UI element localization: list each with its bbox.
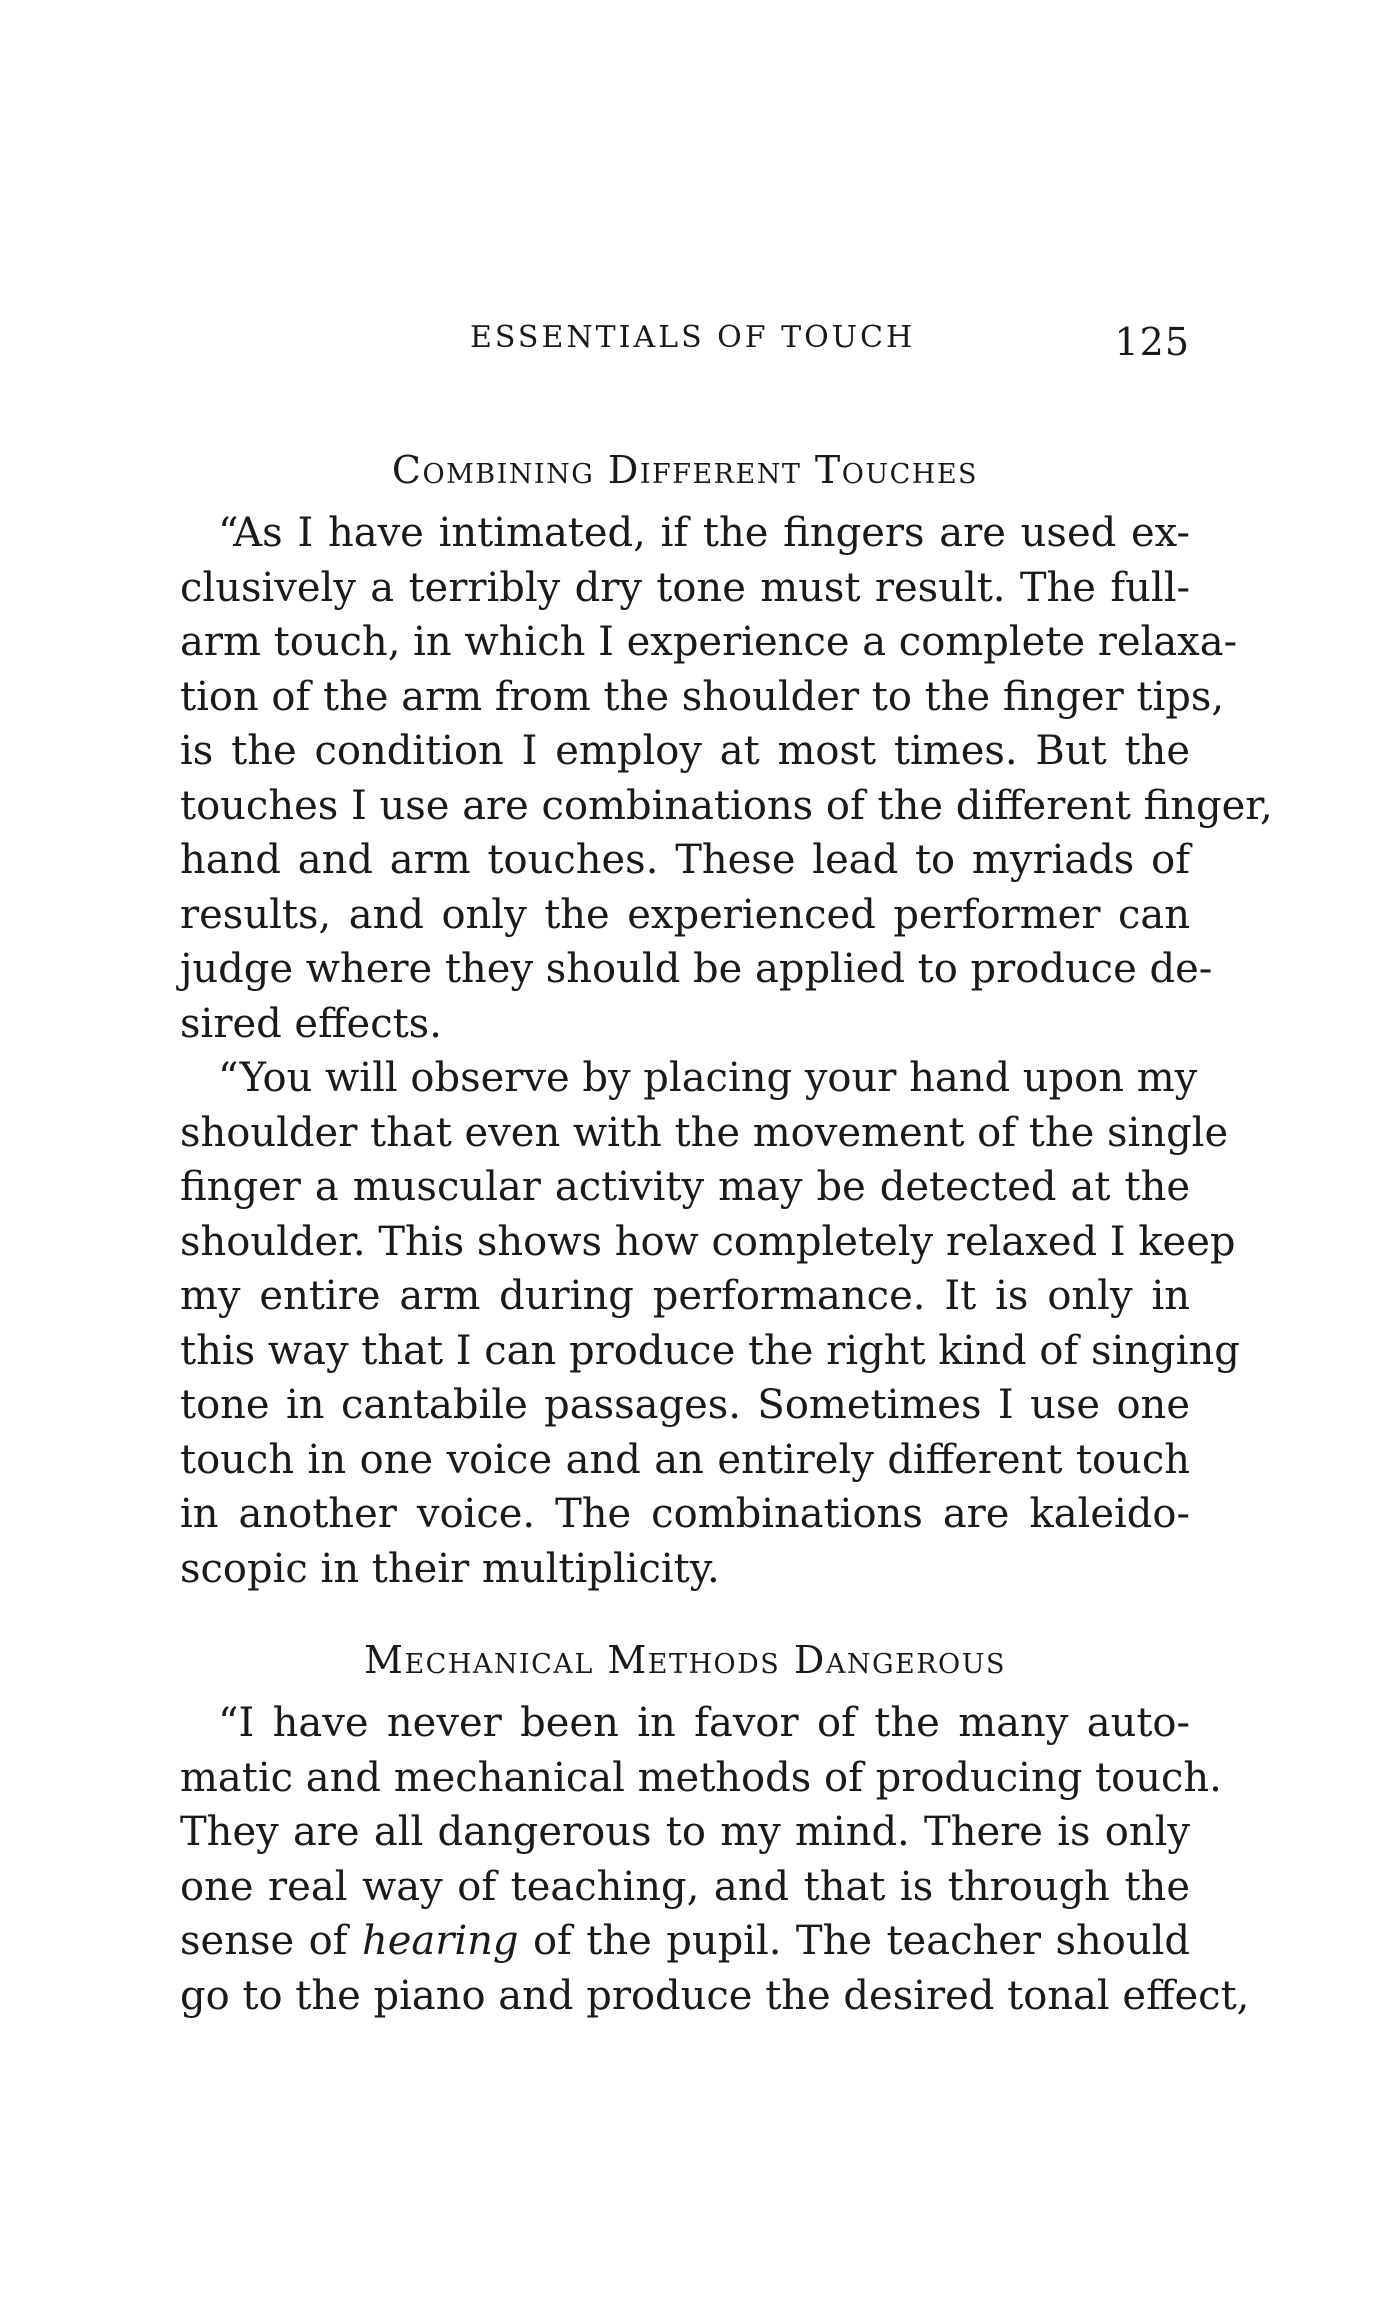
- text-line: judge where they should be applied to produce de-: [180, 946, 1213, 992]
- section1-body: [180, 506, 1273, 1596]
- text-line: hand and arm touches. These lead to myriads of: [180, 837, 1190, 883]
- text-line: results, and only the experienced performer can: [180, 891, 1190, 938]
- text-line: “I have never been in favor of the many auto-: [218, 1700, 1190, 1746]
- text-line: my entire arm during performance. It is only in: [180, 1273, 1190, 1319]
- running-head: [180, 320, 1190, 370]
- text-line: matic and mechanical methods of producing touch.: [180, 1754, 1222, 1801]
- text-line-with-emphasis: [180, 1914, 1190, 1969]
- text-line: scopic in their multiplicity.: [180, 1545, 720, 1592]
- text-line: touch in one voice and an entirely different touch: [180, 1436, 1190, 1483]
- text-line: sired effects.: [180, 1000, 442, 1047]
- text-line: finger a muscular activity may be detected at the: [180, 1164, 1190, 1210]
- text-line: touches I use are combinations of the different finger,: [180, 782, 1273, 829]
- text-line: arm touch, in which I experience a complete relaxa-: [180, 619, 1238, 665]
- text-line: They are all dangerous to my mind. There is only: [180, 1809, 1190, 1855]
- text-line: “You will observe by placing your hand upon my: [218, 1055, 1198, 1101]
- text-line: shoulder that even with the movement of the single: [180, 1109, 1229, 1156]
- text-line: go to the piano and produce the desired tonal effect,: [180, 1972, 1250, 2019]
- text-line: in another voice. The combinations are kaleido-: [180, 1491, 1190, 1537]
- emphasized-word: hearing: [361, 1918, 519, 1964]
- section2-body: [180, 1696, 1250, 2023]
- text-line: “As I have intimated, if the fingers are used ex-: [218, 510, 1190, 556]
- text-line: shoulder. This shows how completely relaxed I keep: [180, 1218, 1236, 1265]
- page-number: 125: [1114, 320, 1190, 364]
- text-fragment: of the pupil. The teacher should: [518, 1918, 1190, 1964]
- text-line: is the condition I employ at most times. But the: [180, 728, 1190, 774]
- text-line: clusively a terribly dry tone must result. The full-: [180, 564, 1190, 611]
- section-heading-combining-touches: Combining Different Touches: [391, 448, 979, 492]
- text-line: one real way of teaching, and that is through the: [180, 1863, 1190, 1910]
- text-line: tion of the arm from the shoulder to the finger tips,: [180, 673, 1225, 720]
- section-heading-mechanical-methods: Mechanical Methods Dangerous: [364, 1638, 1006, 1682]
- text-line: this way that I can produce the right kind of singing: [180, 1327, 1240, 1374]
- running-head-title: ESSENTIALS OF TOUCH: [470, 320, 916, 355]
- text-fragment: sense of: [180, 1918, 362, 1964]
- text-line: tone in cantabile passages. Sometimes I use one: [180, 1382, 1190, 1428]
